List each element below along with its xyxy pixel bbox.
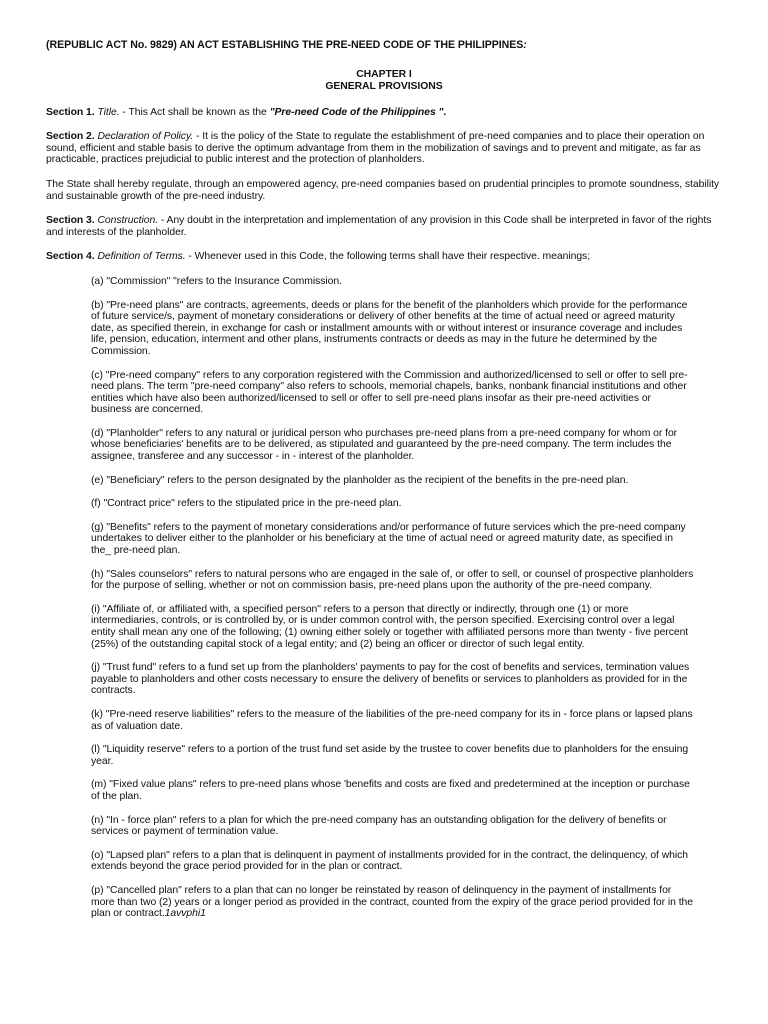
section-4-label: Section 4. [46, 251, 95, 263]
section-3-heading: Construction. [97, 215, 159, 227]
chapter-number: CHAPTER I [356, 68, 412, 80]
term-d-planholder: (d) "Planholder" refers to any natural or juridical person who purchases pre-need plans from a pre-need company for whom or for whose beneficiaries' benefits are to be delivered, as stipulated and guaranteed by the pre-need company. The term includes the assignee, transferee and any successor - in - interest of the planholder. [91, 427, 678, 463]
section-1-heading: Title. [97, 106, 120, 118]
section-3-text: - Any doubt in the interpretation and implementation of any provision in this Code shall be interpreted in favor of the rights and interests of the planholder. [46, 215, 712, 238]
term-c-pre-need-company: (c) "Pre-need company" refers to any corporation registered with the Commission and authorized/licensed to sell or offer to sell pre-need plans. The term "pre-need company" also refers to schools, memorial chapels, banks, nonbank financial institutions and other entities which have also been authorized/licensed to sell or offer to sell pre-need plans insofar as their pre-need activities or business are concerned. [91, 369, 688, 416]
document-title-text: (REPUBLIC ACT No. 9829) AN ACT ESTABLISHING THE PRE-NEED CODE OF THE PHILIPPINES [46, 39, 524, 51]
term-p-tail: 1avvphi1 [164, 908, 206, 920]
section-4-heading: Definition of Terms. [97, 251, 186, 263]
term-a-commission: (a) "Commission" "refers to the Insurance Commission. [91, 275, 342, 287]
section-2-heading: Declaration of Policy. [97, 131, 194, 143]
term-g-benefits: (g) "Benefits" refers to the payment of monetary considerations and/or performance of future services which the pre-need company undertakes to deliver either to the planholder or his beneficiary at the time of actual need or agreed maturity date, as specified in the_ pre-need plan. [91, 521, 686, 557]
term-e-beneficiary: (e) "Beneficiary" refers to the person designated by the planholder as the recipient of the benefits in the pre-need plan. [91, 474, 629, 486]
term-o-lapsed-plan: (o) "Lapsed plan" refers to a plan that is delinquent in payment of installments provided for in the contract, the delinquency, of which extends beyond the grace period provided for in the plan or contract. [91, 849, 689, 873]
document-title [46, 40, 722, 52]
document-title-suffix: : [523, 39, 527, 51]
section-2-paragraph-2: The State shall hereby regulate, through an empowered agency, pre-need companies based on prudential principles to promote soundness, stability and sustainable growth of the pre-need industry. [46, 178, 720, 202]
section-1-quoted-title: "Pre-need Code of the Philippines " [269, 106, 444, 118]
term-l-liquidity-reserve: (l) "Liquidity reserve" refers to a portion of the trust fund set aside by the trustee to cover benefits due to planholders for the ensuing year. [91, 744, 689, 767]
term-p-cancelled-plan [46, 885, 722, 920]
term-b-pre-need-plans: (b) "Pre-need plans" are contracts, agreements, deeds or plans for the benefit of the planholders which provide for the performance of future service/s, payment of monetary considerations or delivery of other benefits at the time of actual need or agreed maturity date, as specified therein, in exchange for cash or installment amounts with or without interest or insurance coverage and includes life, pension, education, interment and other plans, instruments contracts or deeds as may in the future he determined by the Commission. [91, 299, 688, 357]
section-3 [46, 215, 722, 238]
term-m-fixed-value-plans: (m) "Fixed value plans" refers to pre-need plans whose 'benefits and costs are fixed and predetermined at the inception or purchase of the plan. [91, 779, 690, 802]
section-4 [46, 251, 722, 263]
chapter-heading [46, 69, 722, 93]
section-1-text: - This Act shall be known as the [119, 106, 270, 118]
term-k-pre-need-reserve-liabilities: (k) "Pre-need reserve liabilities" refers to the measure of the liabilities of the pre-need company for its in - force plans or lapsed plans as of valuation date. [91, 708, 693, 732]
section-2-label: Section 2. [46, 131, 95, 143]
section-4-text: - Whenever used in this Code, the following terms shall have their respective. meanings; [185, 251, 591, 263]
term-j-trust-fund: (j) "Trust fund" refers to a fund set up from the planholders' payments to pay for the cost of benefits and services, termination values payable to planholders and other costs necessary to ensure the delivery of benefits or services to planholders as provided for in the contracts. [91, 662, 690, 697]
section-1-label: Section 1. [46, 106, 95, 118]
section-3-label: Section 3. [46, 215, 95, 227]
term-f-contract-price: (f) "Contract price" refers to the stipulated price in the pre-need plan. [91, 498, 402, 510]
section-2 [46, 131, 722, 166]
section-1-end: . [443, 106, 447, 118]
term-p-text: (p) "Cancelled plan" refers to a plan that can no longer be reinstated by reason of delinquency in the payment of installments for more than two (2) years or a longer period as provided in the contract, counted from the expiry of the grace period provided for in the plan or contract. [91, 884, 694, 920]
section-1 [46, 107, 722, 119]
chapter-title: GENERAL PROVISIONS [325, 80, 443, 92]
section-2-text: - It is the policy of the State to regulate the establishment of pre-need companies and to place their operation on sound, efficient and stable basis to derive the optimum advantage from them in the mobilization of savings and to prevent and mitigate, as far as practicable, practices prejudicial to public interest and the protection of planholders. [46, 131, 705, 166]
term-i-affiliate: (i) "Affiliate of, or affiliated with, a specified person" refers to a person that directly or indirectly, through one (1) or more intermediaries, controls, or is controlled by, or is under common control with, the person specified. Exercising control over a legal entity shall mean any one of the following; (1) owning either solely or together with affiliated persons more than twenty - five percent (25%) of the outstanding capital stock of a legal entity; and (2) being an officer or director of such legal entity. [91, 603, 689, 650]
term-n-in-force-plan: (n) "In - force plan" refers to a plan for which the pre-need company has an outstanding obligation for the delivery of benefits or services or payment of termination value. [91, 814, 667, 838]
term-h-sales-counselors: (h) "Sales counselors" refers to natural persons who are engaged in the sale of, or offer to sell, or counsel of prospective planholders for the purpose of selling, whether or not on commission basis, pre-need plans upon the authority of the pre-need company. [91, 568, 694, 592]
